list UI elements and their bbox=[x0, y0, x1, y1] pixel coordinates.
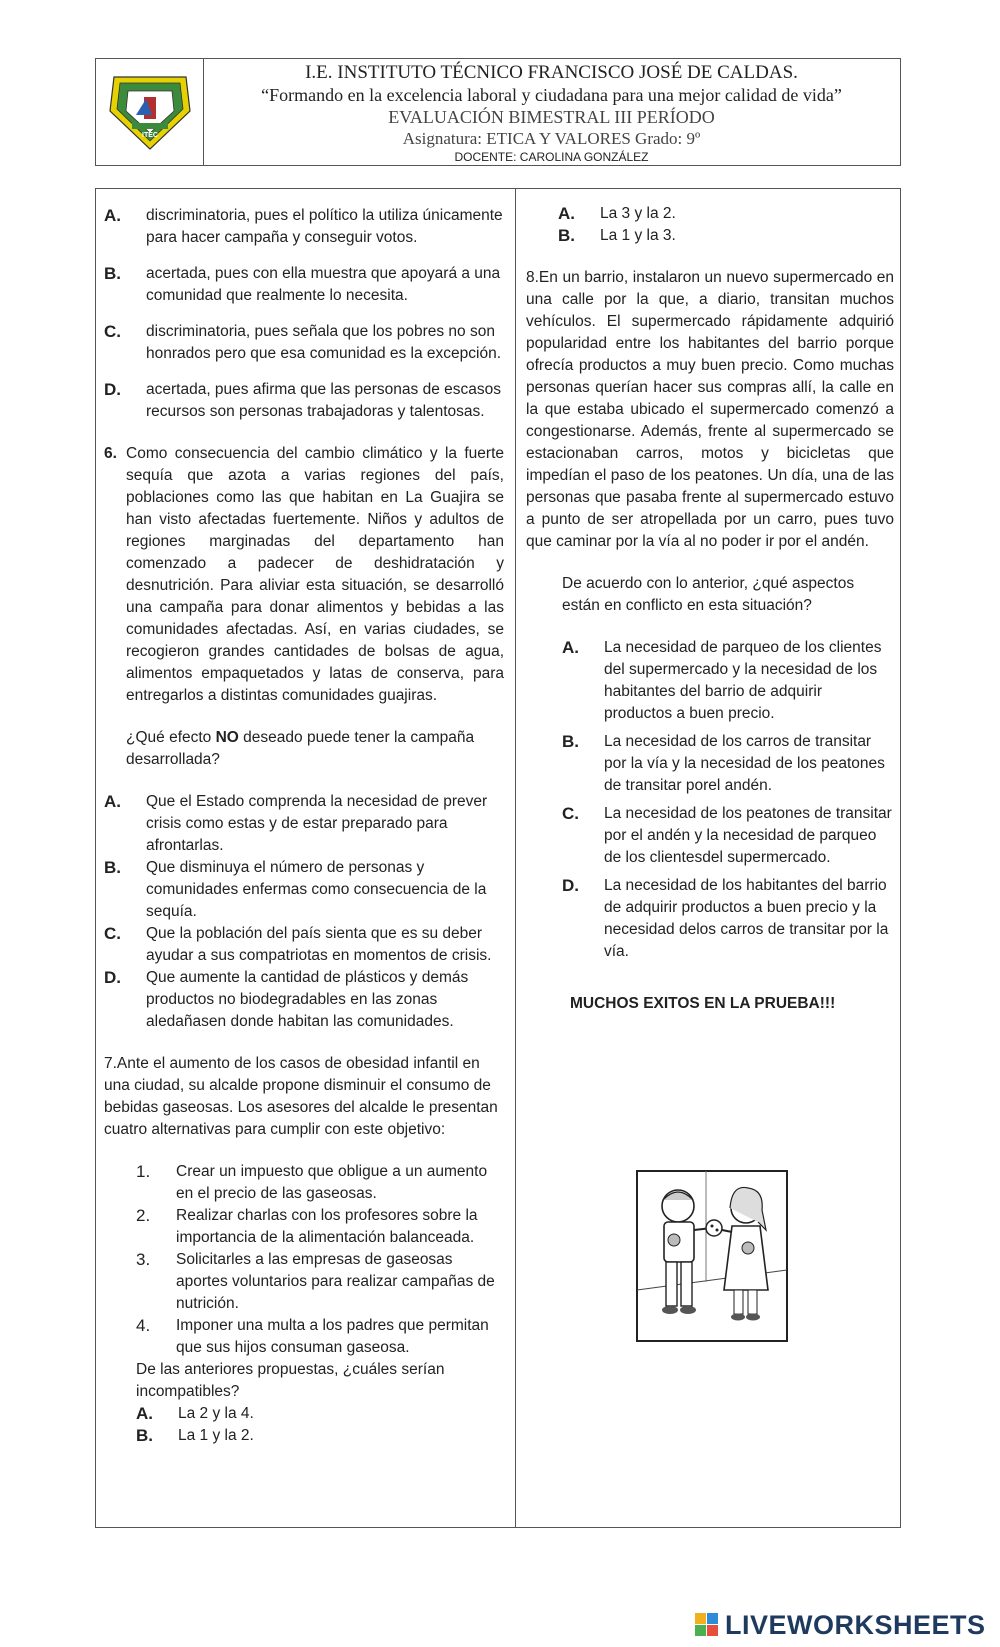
q6-option-a bbox=[104, 791, 504, 857]
children-sharing-cookie-illustration bbox=[636, 1170, 788, 1342]
institution-name: I.E. INSTITUTO TÉCNICO FRANCISCO JOSÉ DE CALDAS. bbox=[305, 62, 798, 83]
question-number: 6. bbox=[104, 445, 117, 462]
school-logo bbox=[96, 59, 204, 165]
q7-item-4: 4. Imponer una multa a los padres que permitan que sus hijos consuman gaseosa. bbox=[136, 1316, 489, 1356]
option-text: discriminatoria, pues el político la utiliza únicamente para hacer campaña y conseguir votos. bbox=[146, 207, 503, 246]
option-letter: B. bbox=[136, 1426, 153, 1445]
q8-option-a bbox=[562, 637, 894, 725]
option-letter: A. bbox=[136, 1404, 153, 1423]
option-text: Que aumente la cantidad de plásticos y demás productos no biodegradables en las zonas aledañasen donde habitan las comunidades. bbox=[146, 969, 469, 1030]
school-shield-icon bbox=[106, 71, 194, 153]
question-6-text: Como consecuencia del cambio climático y la fuerte sequía que azota a varias regiones del país, poblaciones como las que habitan en La Guajira se han visto afectadas fuertemente. Niños y adultos de regiones marginadas del departamento han comenzado a padecer de deshidratación y desnutrición. Para aliviar esta situación, se desarrolló una campaña para donar alimentos y bebidas a las comunidades afectadas. Así, en varias ciudades, se recogieron grandes cantidades de bolsas de agua, alimentos empaquetados y latas de conserva, para entregarlos a distintas comunidades guajiras. bbox=[126, 445, 504, 704]
q6-option-c bbox=[104, 923, 504, 967]
option-text: La necesidad de los habitantes del barrio de adquirir productos a buen precio y la necesidad delos carros de transitar por la vía. bbox=[604, 877, 889, 960]
q7-item-2: 2. Realizar charlas con los profesores sobre la importancia de la alimentación balanceada. bbox=[136, 1206, 478, 1246]
q7-option-b bbox=[136, 1425, 504, 1447]
teacher-name: DOCENTE: CAROLINA GONZÁLEZ bbox=[454, 150, 649, 164]
option-letter: C. bbox=[562, 804, 579, 823]
q5-option-d bbox=[104, 379, 504, 423]
question-8: 8.En un barrio, instalaron un nuevo supermercado en una calle por la que, a diario, transitan muchos vehículos. El supermercado rápidamente adquirió popularidad entre los habitantes del barrio porque ofrecía productos a muy buen precio. Como muchas personas querían hacer sus compras allí, la calle en la que estaba ubicado el supermercado comenzó a congestionarse. Además, frente al supermercado se estacionaban carros, motos y bicicletas que impedían el paso de los peatones. Un día, una de las personas que pasaba frente al supermercado estuvo a punto de ser atropellada por un carro, pues tuvo que caminar por la vía al no poder ir por el andén. bbox=[526, 269, 894, 550]
option-letter: D. bbox=[104, 380, 121, 399]
q5-option-b bbox=[104, 263, 504, 307]
option-text: La 3 y la 2. bbox=[600, 205, 676, 222]
right-column bbox=[526, 189, 894, 1015]
q7-option-a bbox=[136, 1403, 504, 1425]
q6-option-d bbox=[104, 967, 504, 1033]
option-text: discriminatoria, pues señala que los pobres no son honrados pero que esa comunidad es la excepción. bbox=[146, 323, 502, 362]
option-text: Que disminuya el número de personas y comunidades enfermas como consecuencia de la sequía. bbox=[146, 859, 487, 920]
logo-label: ITEC bbox=[142, 132, 158, 139]
option-letter: A. bbox=[558, 204, 575, 223]
option-text: La necesidad de parqueo de los clientes del supermercado y la necesidad de los habitantes del barrio de adquirir productos a buen precio. bbox=[604, 639, 882, 722]
q6-option-b bbox=[104, 857, 504, 923]
q7-item-3: 3. Solicitarles a las empresas de gaseosas aportes voluntarios para realizar campañas de nutrición. bbox=[136, 1250, 495, 1312]
q8-option-b bbox=[562, 731, 894, 797]
question-6-prompt: ¿Qué efecto NO deseado puede tener la campaña desarrollada? bbox=[126, 729, 475, 768]
option-text: acertada, pues con ella muestra que apoyará a una comunidad que realmente lo necesita. bbox=[146, 265, 501, 304]
q5-option-c bbox=[104, 321, 504, 365]
exam-title: EVALUACIÓN BIMESTRAL III PERÍODO bbox=[388, 107, 715, 127]
option-text: acertada, pues afirma que las personas de escasos recursos son personas trabajadoras y talentosas. bbox=[146, 381, 501, 420]
q7-item-1: 1. Crear un impuesto que obligue a un aumento en el precio de las gaseosas. bbox=[136, 1162, 488, 1202]
header-text bbox=[203, 59, 900, 165]
question-7: 7.Ante el aumento de los casos de obesidad infantil en una ciudad, su alcalde propone disminuir el consumo de bebidas gaseosas. Los asesores del alcalde le presentan cuatro alternativas para cumplir con este objetivo: bbox=[104, 1055, 498, 1138]
liveworksheets-brand bbox=[695, 1610, 985, 1640]
option-letter: A. bbox=[104, 206, 121, 225]
q7-option-b-cont bbox=[558, 225, 894, 247]
q8-option-d bbox=[562, 875, 894, 963]
option-letter: B. bbox=[558, 226, 575, 245]
option-letter: A. bbox=[562, 638, 579, 657]
option-letter: C. bbox=[104, 322, 121, 341]
header-table bbox=[95, 58, 901, 166]
question-7-prompt: De las anteriores propuestas, ¿cuáles serían incompatibles? bbox=[136, 1361, 445, 1400]
option-text: La necesidad de los peatones de transitar por el andén y la necesidad de parqueo de los clientesdel supermercado. bbox=[604, 805, 892, 866]
liveworksheets-wordmark: LIVEWORKSHEETS bbox=[725, 1610, 986, 1640]
column-divider bbox=[515, 189, 516, 1527]
option-letter: D. bbox=[562, 876, 579, 895]
option-letter: D. bbox=[104, 968, 121, 987]
q7-option-a-cont bbox=[558, 203, 894, 225]
option-letter: B. bbox=[562, 732, 579, 751]
q8-option-c bbox=[562, 803, 894, 869]
emphasis-no: NO bbox=[215, 729, 239, 746]
liveworksheets-logo-icon bbox=[695, 1613, 719, 1637]
option-text: Que el Estado comprenda la necesidad de prever crisis como estas y de estar preparado para afrontarlas. bbox=[146, 793, 488, 854]
option-text: La 1 y la 2. bbox=[178, 1427, 254, 1444]
option-letter: A. bbox=[104, 792, 121, 811]
option-text: La 2 y la 4. bbox=[178, 1405, 254, 1422]
option-text: La necesidad de los carros de transitar por la vía y la necesidad de los peatones de transitar porel andén. bbox=[604, 733, 885, 794]
option-letter: B. bbox=[104, 858, 121, 877]
subject-grade: Asignatura: ETICA Y VALORES Grado: 9º bbox=[402, 129, 701, 148]
option-text: Que la población del país sienta que es su deber ayudar a sus compatriotas en momentos de crisis. bbox=[146, 925, 492, 964]
school-motto: “Formando en la excelencia laboral y ciudadana para una mejor calidad de vida” bbox=[261, 85, 842, 105]
closing-message: MUCHOS EXITOS EN LA PRUEBA!!! bbox=[570, 995, 836, 1012]
question-6 bbox=[104, 443, 504, 707]
question-8-prompt: De acuerdo con lo anterior, ¿qué aspectos están en conflicto en esta situación? bbox=[562, 575, 855, 614]
option-letter: C. bbox=[104, 924, 121, 943]
left-column bbox=[104, 189, 504, 1447]
q5-option-a bbox=[104, 205, 504, 249]
option-letter: B. bbox=[104, 264, 121, 283]
option-text: La 1 y la 3. bbox=[600, 227, 676, 244]
